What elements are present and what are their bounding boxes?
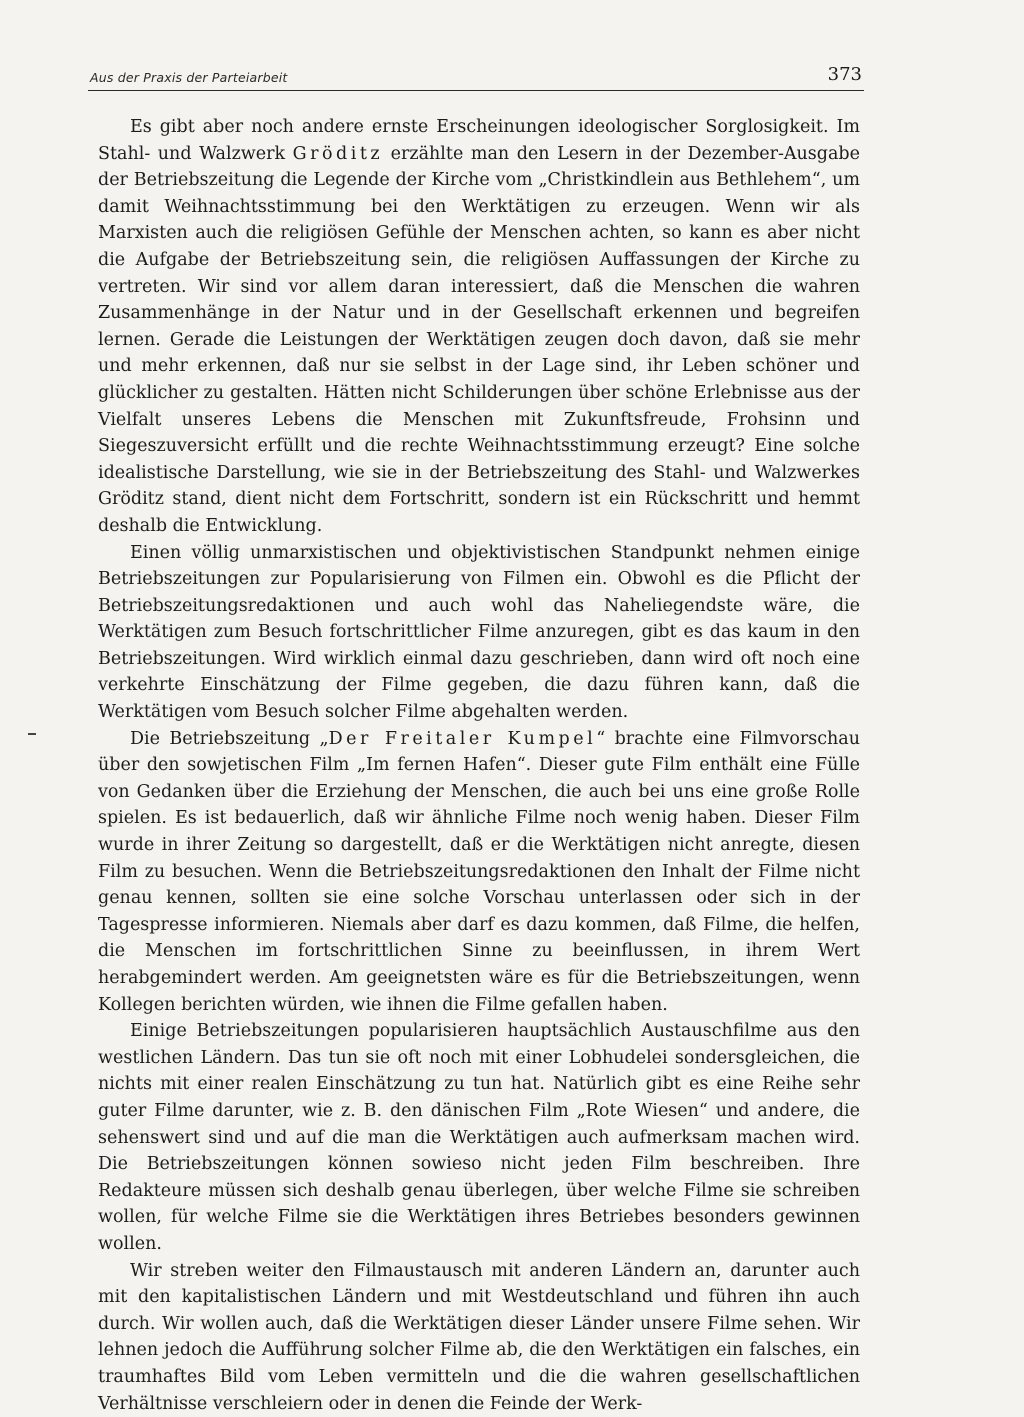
paragraph xyxy=(98,1018,860,1257)
paragraph xyxy=(98,114,860,540)
running-title: Aus der Praxis der Parteiarbeit xyxy=(90,70,288,85)
body-text xyxy=(98,114,860,1417)
paragraph-text: Einen völlig unmarxistischen und objektivistischen Standpunkt nehmen einige Betriebszeitungen zur Popularisierung von Filmen ein. Obwohl es die Pflicht der Betriebszeitungsredaktionen und auch wohl das Naheliegendste wäre, die Werktätigen zum Besuch fortschrittlicher Filme anzuregen, gibt es das kaum in den Betriebszeitungen. Wird wirklich einmal dazu geschrieben, dann wird oft noch eine verkehrte Einschätzung der Filme gegeben, die dazu führen kann, daß die Werktätigen vom Besuch solcher Filme abgehalten werden. xyxy=(98,542,860,723)
paragraph xyxy=(98,540,860,726)
paragraph-text: Es gibt aber noch andere ernste Erscheinungen ideologischer Sorglosigkeit. Im Stahl- und Walzwerk xyxy=(98,117,860,164)
paragraph-text: Wir streben weiter den Filmaustausch mit anderen Ländern an, darunter auch mit den kapitalistischen Ländern und mit Westdeutschland und führen ihn auch durch. Wir wollen auch, daß die Werktätigen dieser Länder unsere Filme sehen. Wir lehnen jedoch die Aufführung solcher Filme ab, die den Werktätigen ein falsches, ein traumhaftes Bild vom Leben vermitteln und die die wahren gesellschaftlichen Verhältnisse verschleiern oder in denen die Feinde der Werk- xyxy=(98,1260,860,1414)
margin-mark xyxy=(28,733,36,735)
spaced-name: Gröditz xyxy=(292,143,384,164)
spaced-name: Der Freitaler Kumpel xyxy=(328,728,597,749)
page-number: 373 xyxy=(827,64,862,85)
paragraph-text: Einige Betriebszeitungen popularisieren hauptsächlich Austauschfilme aus den westlichen Ländern. Das tun sie oft noch mit einer Lobhudelei sondersgleichen, die nichts mit einer realen Einschätzung zu tun hat. Natürlich gibt es eine Reihe sehr guter Filme darunter, wie z. B. den dänischen Film „Rote Wiesen“ und andere, die sehenswert sind und auf die man die Werktätigen auch aufmerksam machen wird. Die Betriebszeitungen können sowieso nicht jeden Film beschreiben. Ihre Redakteure müssen sich deshalb genau überlegen, über welche Filme sie schreiben wollen, für welche Filme sie die Werktätigen ihres Betriebes besonders gewinnen wollen. xyxy=(98,1021,860,1254)
paragraph-text: Die Betriebszeitung „ xyxy=(130,728,329,749)
paragraph-text: “ brachte eine Filmvorschau über den sowjetischen Film „Im fernen Hafen“. Dieser gute Film enthält eine Fülle von Gedanken über die Erziehung der Menschen, die auch bei uns eine große Rolle spielen. Es ist bedauerlich, daß wir ähnliche Filme noch wenig haben. Dieser Film wurde in ihrer Zeitung so dargestellt, daß er die Werktätigen nicht anregte, diesen Film zu besuchen. Wenn die Betriebszeitungsredaktionen den Inhalt der Filme nicht genau kennen, sollten sie eine solche Vorschau unterlassen oder sich in der Tagespresse informieren. Niemals aber darf es dazu kommen, daß Filme, die helfen, die Menschen im fortschrittlichen Sinne zu beeinflussen, in ihrem Wert herabgemindert werden. Am geeignetsten wäre es für die Betriebszeitungen, wenn Kollegen berichten würden, wie ihnen die Filme gefallen haben. xyxy=(98,728,860,1015)
paragraph xyxy=(98,726,860,1019)
paragraph-text: erzählte man den Lesern in der Dezember-Ausgabe der Betriebszeitung die Legende der Kirche vom „Christkindlein aus Bethlehem“, um damit Weihnachtsstimmung bei den Werktätigen zu erzeugen. Wenn wir als Marxisten auch die religiösen Gefühle der Menschen achten, so kann es aber nicht die Aufgabe der Betriebszeitung sein, die religiösen Auffassungen der Kirche zu vertreten. Wir sind vor allem daran interessiert, daß die Menschen die wahren Zusammenhänge in der Natur und in der Gesellschaft erkennen und begreifen lernen. Gerade die Leistungen der Werktätigen zeugen doch davon, daß sie mehr und mehr erkennen, daß nur sie selbst in der Lage sind, ihr Leben schöner und glücklicher zu gestalten. Hätten nicht Schilderungen über schöne Erlebnisse aus der Vielfalt unseres Lebens die Menschen mit Zukunftsfreude, Frohsinn und Siegeszuversicht erfüllt und die rechte Weihnachtsstimmung erzeugt? Eine solche idealistische Darstellung, wie sie in der Betriebszeitung des Stahl- und Walzwerkes Gröditz stand, dient nicht dem Fortschritt, sondern ist ein Rückschritt und hemmt deshalb die Entwicklung. xyxy=(98,143,860,536)
page-header xyxy=(88,62,864,91)
paragraph xyxy=(98,1258,860,1417)
